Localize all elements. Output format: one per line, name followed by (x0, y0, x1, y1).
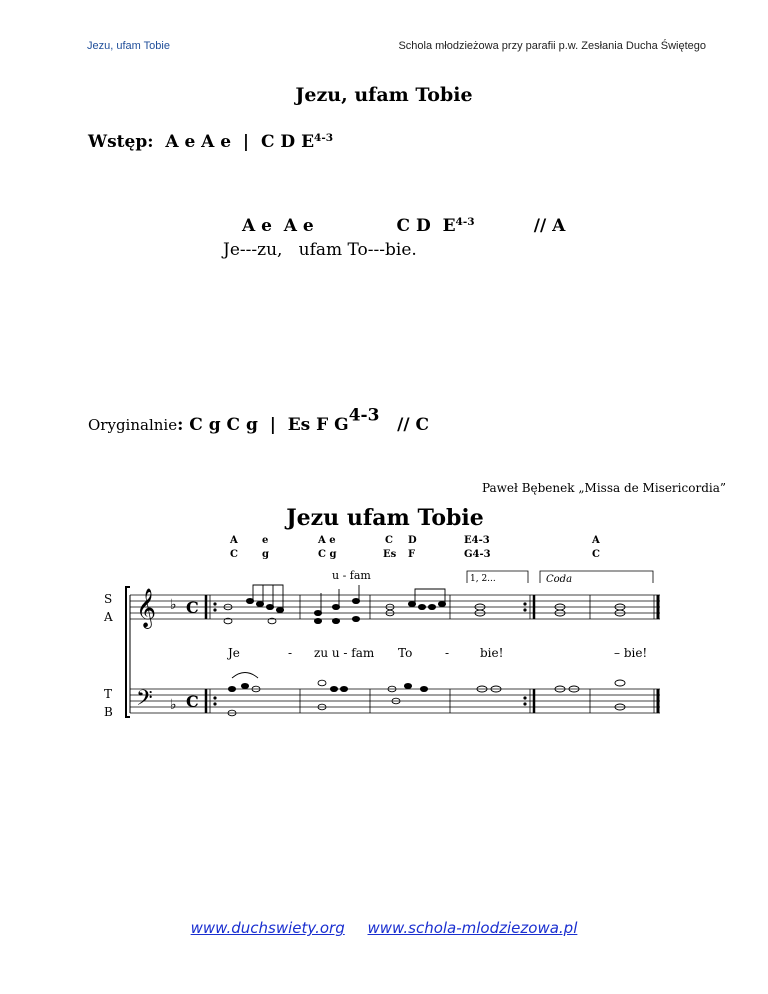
score-chord-es: Es (383, 549, 397, 560)
footer-links (0, 919, 768, 937)
score-chord-c1: C (230, 549, 238, 560)
upper-staff-notes (224, 585, 625, 624)
treble-clef-icon: 𝄞 (136, 588, 157, 628)
score-lyric-zu-ufam: zu u - fam (314, 646, 375, 660)
score-coda: Coda (546, 574, 573, 585)
original-chords (88, 405, 430, 435)
chord-line-part2: // A (474, 216, 566, 236)
intro-chords-sup: 4-3 (314, 132, 334, 145)
score-chord-g43: G4-3 (464, 549, 491, 560)
score-chord-f: F (408, 549, 416, 560)
voice-label-s: S (104, 592, 113, 606)
chord-line (242, 216, 565, 236)
score-chord-a2: A (592, 535, 600, 546)
chord-line-sup: 4-3 (455, 216, 475, 229)
lower-staff (130, 689, 660, 713)
header-right-parish: Schola młodzieżowa przy parafii p.w. Zesłania Ducha Świętego (398, 40, 706, 52)
score-lyric-je: Je (228, 646, 240, 660)
sheet-music-score (100, 503, 670, 728)
score-chord-d: D (408, 535, 417, 546)
link-duchswiety[interactable]: www.duchswiety.org (190, 919, 345, 937)
lower-staff-notes (228, 673, 625, 716)
score-lyric-dash2: - (445, 646, 450, 660)
score-lyric-bie: bie! (480, 646, 504, 660)
link-schola[interactable]: www.schola-mlodziezowa.pl (367, 919, 578, 937)
score-lyrics-above: u - fam (332, 569, 371, 582)
score-lyric-to: To (398, 646, 413, 660)
score-chord-e43: E4-3 (464, 535, 490, 546)
original-chords-text: C g C g | Es F G (189, 415, 349, 435)
voice-label-t: T (104, 687, 113, 701)
score-volta: 1, 2... (470, 574, 496, 584)
original-colon: : (177, 415, 190, 435)
chord-line-part1: A e A e C D E (242, 216, 456, 236)
source-attribution: Paweł Bębenek „Missa de Misericordia” (481, 481, 726, 495)
common-time-icon: C (186, 692, 199, 711)
score-chord-a1: A (230, 535, 238, 546)
bass-clef-icon: 𝄢 (136, 686, 153, 716)
score-lyric-dash1: - (288, 646, 293, 660)
original-label: Oryginalnie (88, 416, 178, 434)
score-chord-g1: g (262, 549, 269, 560)
score-chord-cg: C g (318, 549, 337, 560)
original-chords-sup: 4-3 (348, 405, 380, 426)
score-chord-e1: e (262, 535, 269, 546)
score-chord-ae: A e (318, 535, 336, 546)
score-title: Jezu ufam Tobie (286, 505, 484, 531)
upper-staff (130, 595, 660, 619)
intro-chords-text: Wstęp: A e A e | C D E (88, 132, 315, 152)
flat-sign-icon: ♭ (170, 597, 177, 613)
score-chord-c2: C (385, 535, 393, 546)
voice-label-b: B (104, 705, 113, 719)
flat-sign-icon: ♭ (170, 697, 177, 713)
page-title: Jezu, ufam Tobie (295, 84, 473, 106)
score-lyric-bie-coda: – bie! (614, 646, 648, 660)
voice-label-a: A (104, 610, 113, 624)
common-time-icon: C (186, 598, 199, 617)
score-chord-c3: C (592, 549, 600, 560)
original-chords-end: // C (379, 415, 430, 435)
header-left-title: Jezu, ufam Tobie (87, 40, 170, 52)
lyric-line: Je---zu, ufam To---bie. (223, 240, 417, 260)
intro-chords (88, 132, 333, 152)
system-bracket (126, 587, 130, 717)
